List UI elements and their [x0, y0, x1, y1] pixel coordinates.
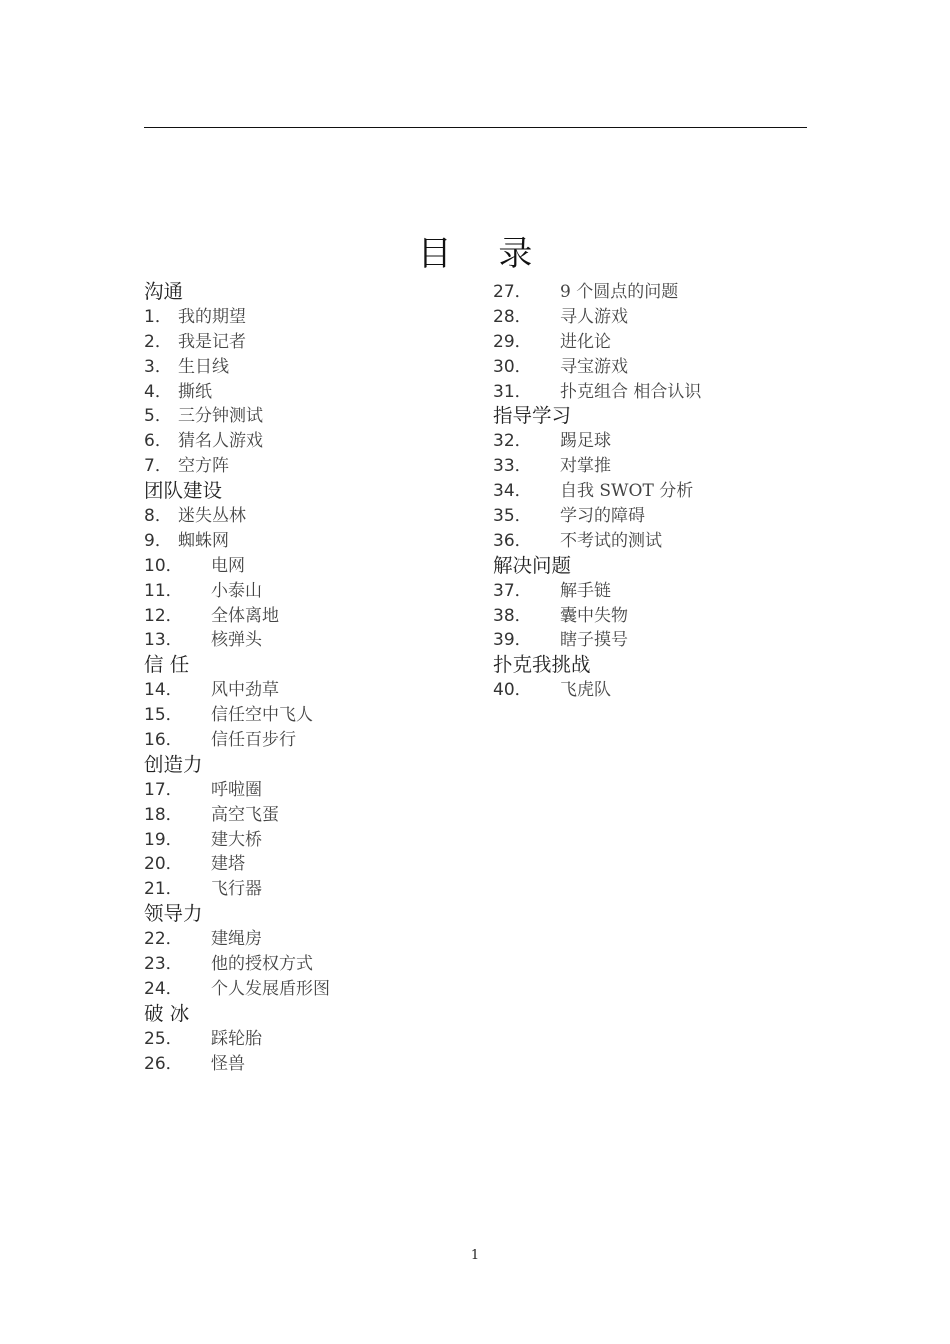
entry-number: 12． [144, 605, 183, 626]
entry-number: 39． [493, 630, 532, 651]
entry-label: 9 个圆点的问题 [560, 282, 679, 302]
entry-number: 26． [144, 1053, 183, 1074]
entry-label: 核弹头 [211, 630, 262, 651]
entry-number: 29． [493, 331, 532, 352]
entry-label: 空方阵 [178, 456, 229, 477]
entry-label: 全体离地 [211, 605, 279, 626]
entry-label: 学习的障碍 [560, 506, 645, 527]
toc-entry[interactable] [144, 355, 474, 380]
section-heading: 领导力 [144, 902, 203, 926]
entry-label: 瞎子摸号 [560, 630, 628, 651]
entry-label: 飞虎队 [560, 680, 611, 701]
entry-label: 撕纸 [178, 381, 212, 402]
toc-entry[interactable] [144, 828, 474, 853]
toc-entry[interactable] [493, 628, 823, 653]
entry-number: 32． [493, 431, 532, 452]
entry-number: 4． [144, 381, 172, 402]
entry-number: 27． [493, 282, 532, 302]
toc-entry[interactable] [144, 703, 474, 728]
entry-number: 36． [493, 530, 532, 551]
entry-label: 呼啦圈 [211, 779, 262, 800]
toc-entry[interactable] [144, 1027, 474, 1052]
toc-entry[interactable] [144, 554, 474, 579]
entry-number: 25． [144, 1028, 183, 1049]
entry-number: 38． [493, 605, 532, 626]
entry-label: 寻宝游戏 [560, 356, 628, 377]
entry-label: 寻人游戏 [560, 306, 628, 327]
toc-entry[interactable] [144, 1052, 474, 1077]
entry-label: 建塔 [211, 854, 245, 875]
toc-entry[interactable] [493, 479, 823, 504]
entry-label: 猜名人游戏 [178, 431, 263, 452]
entry-label: 个人发展盾形图 [211, 978, 330, 999]
page-number: 1 [470, 1248, 480, 1263]
entry-number: 3． [144, 356, 172, 377]
toc-entry[interactable] [144, 404, 474, 429]
entry-label: 建绳房 [211, 929, 262, 950]
entry-label: 解手链 [560, 580, 611, 601]
entry-label: 囊中失物 [560, 605, 628, 626]
toc-entry[interactable] [493, 604, 823, 629]
entry-number: 35． [493, 506, 532, 527]
entry-number: 8． [144, 506, 172, 527]
section-heading: 指导学习 [493, 404, 572, 428]
entry-label: 蜘蛛网 [178, 530, 229, 551]
toc-right-column [493, 280, 823, 703]
entry-label: 踢足球 [560, 431, 611, 452]
entry-label: 建大桥 [211, 829, 262, 850]
header-rule [144, 127, 807, 128]
toc-entry[interactable] [493, 529, 823, 554]
toc-entry[interactable] [493, 330, 823, 355]
entry-label: 电网 [211, 555, 245, 576]
toc-entry[interactable] [144, 628, 474, 653]
section-heading: 沟通 [144, 280, 184, 303]
entry-number: 19． [144, 829, 183, 850]
toc-entry[interactable] [144, 604, 474, 629]
entry-number: 34． [493, 481, 532, 502]
entry-number: 37． [493, 580, 532, 601]
toc-entry[interactable] [144, 728, 474, 753]
entry-number: 6． [144, 431, 172, 452]
toc-entry[interactable] [144, 504, 474, 529]
entry-number: 11． [144, 580, 183, 601]
entry-label: 对掌推 [560, 456, 611, 477]
toc-entry[interactable] [144, 429, 474, 454]
entry-label: 进化论 [560, 331, 611, 352]
entry-number: 23． [144, 954, 183, 975]
entry-number: 21． [144, 879, 183, 900]
toc-entry[interactable] [144, 952, 474, 977]
entry-number: 28． [493, 306, 532, 327]
toc-entry[interactable] [144, 877, 474, 902]
entry-label: 信任百步行 [211, 730, 296, 751]
toc-entry[interactable] [144, 927, 474, 952]
section-heading: 解决问题 [493, 553, 572, 577]
entry-number: 33． [493, 456, 532, 477]
entry-number: 16． [144, 730, 183, 751]
toc-entry[interactable] [144, 454, 474, 479]
toc-title: 目 录 [417, 234, 551, 274]
section-heading: 破 冰 [144, 1001, 190, 1025]
section-heading: 团队建设 [144, 479, 223, 503]
toc-entry[interactable] [493, 429, 823, 454]
toc-entry[interactable] [493, 280, 823, 305]
entry-number: 22． [144, 929, 183, 950]
entry-label: 三分钟测试 [178, 406, 263, 427]
entry-number: 15． [144, 705, 183, 726]
toc-entry[interactable] [144, 977, 474, 1002]
toc-entry[interactable] [144, 678, 474, 703]
entry-label: 高空飞蛋 [211, 804, 279, 825]
entry-number: 17． [144, 779, 183, 800]
section-heading: 扑克我挑战 [493, 653, 591, 677]
toc-entry[interactable] [493, 504, 823, 529]
entry-number: 18． [144, 804, 183, 825]
toc-left-column [144, 280, 474, 1077]
entry-label: 我的期望 [178, 306, 246, 327]
toc-entry[interactable] [144, 852, 474, 877]
toc-entry[interactable] [493, 380, 823, 405]
entry-number: 20． [144, 854, 183, 875]
entry-number: 24． [144, 978, 183, 999]
entry-label: 风中劲草 [211, 680, 279, 701]
entry-number: 10． [144, 555, 183, 576]
section-heading: 创造力 [144, 752, 203, 776]
entry-label: 他的授权方式 [211, 954, 313, 975]
entry-number: 31． [493, 381, 532, 402]
entry-number: 40． [493, 680, 532, 701]
toc-entry[interactable] [144, 803, 474, 828]
entry-number: 7． [144, 456, 172, 477]
entry-number: 13． [144, 630, 183, 651]
toc-entry[interactable] [493, 678, 823, 703]
toc-entry[interactable] [144, 305, 474, 330]
entry-label: 我是记者 [178, 331, 246, 352]
entry-label: 飞行器 [211, 879, 262, 900]
toc-entry[interactable] [144, 579, 474, 604]
entry-label: 自我 SWOT 分析 [560, 481, 694, 502]
entry-number: 14． [144, 680, 183, 701]
entry-number: 9． [144, 530, 172, 551]
entry-label: 不考试的测试 [560, 530, 662, 551]
entry-label: 迷失丛林 [178, 506, 246, 527]
entry-label: 踩轮胎 [211, 1028, 262, 1049]
toc-entry[interactable] [493, 454, 823, 479]
entry-label: 信任空中飞人 [211, 705, 313, 726]
entry-label: 扑克组合 相合认识 [560, 381, 702, 402]
entry-number: 30． [493, 356, 532, 377]
toc-entry[interactable] [493, 355, 823, 380]
entry-label: 生日线 [178, 356, 229, 377]
entry-label: 小泰山 [211, 580, 262, 601]
entry-label: 怪兽 [211, 1053, 245, 1074]
section-heading: 信 任 [144, 653, 190, 677]
entry-number: 5． [144, 406, 172, 427]
entry-number: 2． [144, 331, 172, 352]
toc-entry[interactable] [144, 529, 474, 554]
toc-entry[interactable] [144, 330, 474, 355]
entry-number: 1． [144, 306, 172, 327]
toc-entry[interactable] [493, 305, 823, 330]
toc-entry[interactable] [144, 380, 474, 405]
toc-entry[interactable] [493, 579, 823, 604]
toc-entry[interactable] [144, 778, 474, 803]
